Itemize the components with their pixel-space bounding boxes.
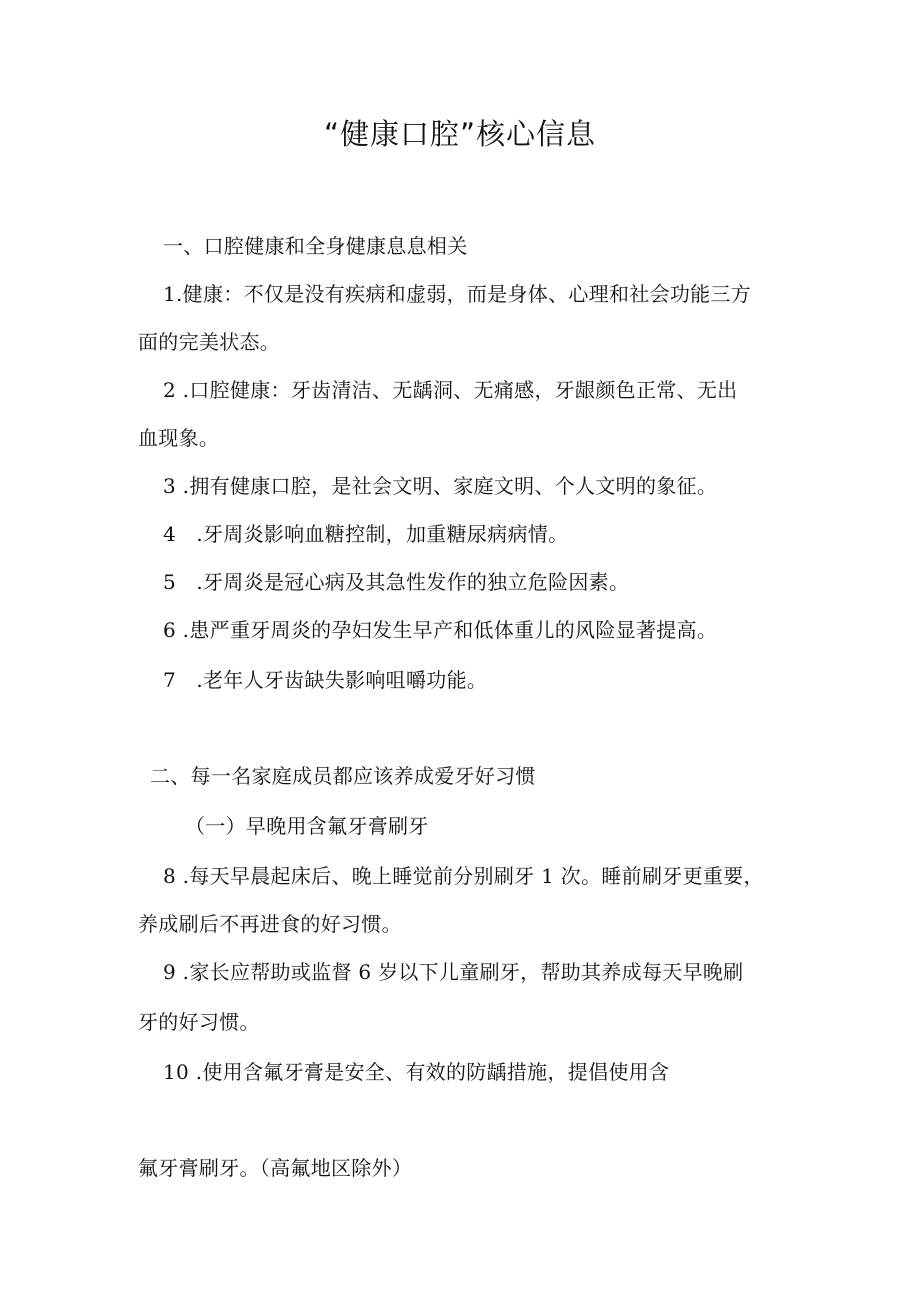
paragraph-line: 血现象。 bbox=[138, 426, 220, 450]
paragraph-line: 6 .患严重牙周炎的孕妇发生早产和低体重儿的风险显著提高。 bbox=[163, 618, 718, 642]
paragraph-line: 氟牙膏刷牙。（高氟地区除外） bbox=[138, 1156, 413, 1180]
section-heading-2: 二、每一名家庭成员都应该养成爱牙好习惯 bbox=[150, 764, 536, 788]
paragraph-line: 8 .每天早晨起床后、晚上睡觉前分别刷牙 1 次。睡前刷牙更重要， bbox=[163, 864, 764, 888]
document-title: “健康口腔”核心信息 bbox=[323, 117, 597, 151]
paragraph-line: 9 .家长应帮助或监督 6 岁以下儿童刷牙，帮助其养成每天早晚刷 bbox=[163, 960, 744, 984]
paragraph-line: 养成刷后不再进食的好习惯。 bbox=[138, 912, 402, 936]
paragraph-line: 牙的好习惯。 bbox=[138, 1010, 260, 1034]
paragraph-line: 1.健康：不仅是没有疾病和虚弱，而是身体、心理和社会功能三方 bbox=[163, 282, 752, 306]
paragraph-line: 5 .牙周炎是冠心病及其急性发作的独立危险因素。 bbox=[163, 570, 630, 594]
paragraph-line: 7 .老年人牙齿缺失影响咀嚼功能。 bbox=[163, 668, 488, 692]
paragraph-line: 2 .口腔健康：牙齿清洁、无龋洞、无痛感，牙龈颜色正常、无出 bbox=[163, 378, 738, 402]
subsection-heading: （一）早晚用含氟牙膏刷牙 bbox=[185, 814, 429, 838]
paragraph-line: 面的完美状态。 bbox=[138, 330, 281, 354]
section-heading-1: 一、口腔健康和全身健康息息相关 bbox=[163, 234, 468, 258]
paragraph-line: 4 .牙周炎影响血糖控制，加重糖尿病病情。 bbox=[163, 522, 569, 546]
paragraph-line: 3 .拥有健康口腔，是社会文明、家庭文明、个人文明的象征。 bbox=[163, 474, 718, 498]
paragraph-line: 10 .使用含氟牙膏是安全、有效的防龋措施，提倡使用含 bbox=[163, 1060, 670, 1084]
